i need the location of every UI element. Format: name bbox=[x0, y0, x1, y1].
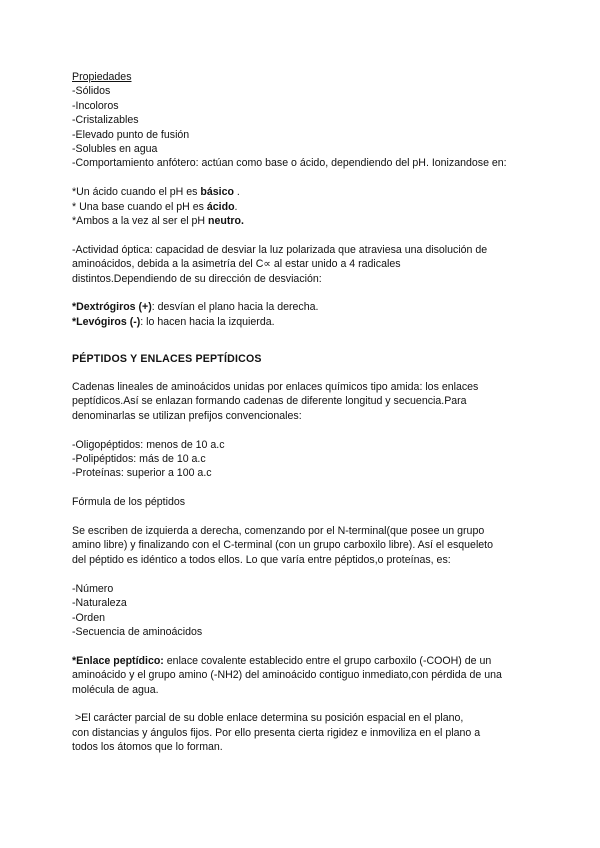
dextrogiros-line bbox=[72, 300, 542, 314]
peptide-type-item: -Proteínas: superior a 100 a.c bbox=[72, 467, 212, 480]
ionization-text: *Ambos a la vez al ser el pH bbox=[72, 215, 209, 228]
caracter-parcial-line: todos los átomos que lo forman. bbox=[72, 741, 223, 754]
caracter-parcial-line: con distancias y ángulos fijos. Por ello presenta cierta rigidez e inmoviliza en el plano a bbox=[72, 726, 481, 739]
variation-item: -Orden bbox=[72, 611, 105, 624]
dextrogiros-text: : desvían el plano hacia la derecha. bbox=[151, 301, 319, 314]
document-page bbox=[72, 70, 542, 755]
peptide-type-item: -Oligopéptidos: menos de 10 a.c bbox=[72, 438, 225, 451]
formula-text-line: Se escriben de izquierda a derecha, comenzando por el N-terminal(que posee un grupo bbox=[72, 525, 485, 538]
formula-text-line: del péptido es idéntico a todos ellos. Lo que varía entre péptidos,o proteínas, es: bbox=[72, 553, 451, 566]
variation-item: -Número bbox=[72, 582, 114, 595]
optical-activity-line: aminoácidos, debida a la asimetría del C∝ al estar unido a 4 radicales bbox=[72, 258, 401, 271]
peptide-type-item: -Polipéptidos: más de 10 a.c bbox=[72, 453, 206, 466]
property-item: -Comportamiento anfótero: actúan como base o ácido, dependiendo del pH. Ionizandose en: bbox=[72, 157, 507, 170]
ionization-text: * Una base cuando el pH es bbox=[72, 200, 207, 213]
ionization-line bbox=[72, 200, 542, 214]
ionization-bold: ácido bbox=[206, 200, 235, 213]
formula-title: Fórmula de los péptidos bbox=[72, 496, 186, 509]
ionization-suffix: . bbox=[234, 200, 238, 213]
peptidos-intro-line: denominarlas se utilizan prefijos convencionales: bbox=[72, 409, 302, 422]
section-title-propiedades: Propiedades bbox=[72, 71, 132, 83]
ionization-bold: básico bbox=[200, 186, 234, 199]
peptidos-intro-line: Cadenas lineales de aminoácidos unidas por enlaces químicos tipo amida: los enlaces bbox=[72, 381, 479, 394]
ionization-bold: neutro. bbox=[208, 215, 244, 228]
dextrogiros-label: *Dextrógiros (+) bbox=[72, 301, 152, 314]
property-item: -Cristalizables bbox=[72, 114, 139, 127]
ionization-suffix: . bbox=[233, 186, 240, 199]
enlace-peptidico-label: *Enlace peptídico: bbox=[72, 654, 164, 667]
optical-activity-line: -Actividad óptica: capacidad de desviar la luz polarizada que atraviesa una disolución de bbox=[72, 243, 488, 256]
formula-text-line: amino libre) y finalizando con el C-terminal (con un grupo carboxilo libre). Así el esqueleto bbox=[72, 539, 494, 552]
ionization-line bbox=[72, 214, 542, 228]
optical-activity-line: distintos.Dependiendo de su dirección de desviación: bbox=[72, 272, 322, 285]
levogiros-line bbox=[72, 315, 542, 329]
enlace-peptidico-text: enlace covalente establecido entre el grupo carboxilo (-COOH) de un bbox=[163, 654, 492, 667]
caracter-parcial-line: >El carácter parcial de su doble enlace determina su posición espacial en el plano, bbox=[72, 712, 464, 725]
enlace-peptidico-line: aminoácido y el grupo amino (-NH2) del aminoácido contiguo inmediato,con pérdida de una bbox=[72, 669, 502, 682]
enlace-peptidico-line: molécula de agua. bbox=[72, 683, 159, 696]
ionization-line bbox=[72, 185, 542, 199]
variation-item: -Naturaleza bbox=[72, 597, 127, 610]
property-item: -Elevado punto de fusión bbox=[72, 128, 190, 141]
property-item: -Sólidos bbox=[72, 85, 111, 98]
property-item: -Incoloros bbox=[72, 99, 119, 112]
levogiros-text: : lo hacen hacia la izquierda. bbox=[140, 315, 275, 328]
property-item: -Solubles en agua bbox=[72, 143, 158, 156]
variation-item: -Secuencia de aminoácidos bbox=[72, 625, 203, 638]
levogiros-label: *Levógiros (-) bbox=[72, 315, 141, 328]
peptidos-intro-line: peptídicos.Así se enlazan formando cadenas de diferente longitud y secuencia.Para bbox=[72, 395, 467, 408]
enlace-peptidico-line bbox=[72, 654, 542, 668]
section-heading-peptidos: PÉPTIDOS Y ENLACES PEPTÍDICOS bbox=[72, 352, 262, 365]
ionization-text: *Un ácido cuando el pH es bbox=[72, 186, 201, 199]
